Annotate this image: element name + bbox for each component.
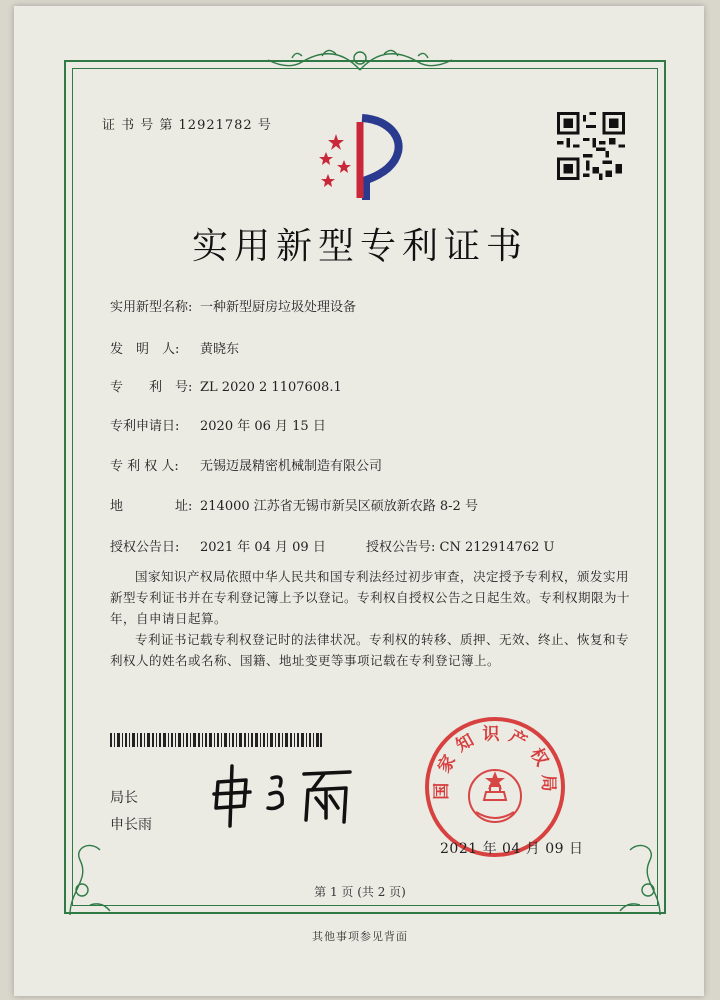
top-ornament-icon — [262, 40, 458, 80]
national-emblem-icon — [469, 770, 521, 822]
director-signature — [200, 760, 360, 830]
qr-code-icon — [557, 112, 625, 180]
field-address: 地 址: 214000 江苏省无锡市新吴区硕放新农路 8-2 号 — [110, 499, 478, 514]
field-application-date: 专利申请日: 2020 年 06 月 15 日 — [110, 419, 326, 434]
certificate-title: 实用新型专利证书 — [191, 226, 528, 267]
director-name: 申长雨 — [110, 817, 152, 833]
bottom-left-ornament-icon — [60, 830, 120, 920]
certificate-number: 证 书 号 第 12921782 号 — [102, 118, 272, 133]
patent-office-logo-icon — [306, 108, 416, 208]
field-announcement-date: 授权公告日: 2021 年 04 月 09 日 — [110, 540, 326, 555]
field-inventor: 发 明 人: 黄晓东 — [110, 342, 240, 357]
seal-date: 2021 年 04 月 09 日 — [440, 841, 584, 857]
svg-text:国家知识产权局: 国家知识产权局 — [431, 724, 559, 800]
field-announcement-number: 授权公告号: CN 212914762 U — [366, 540, 555, 555]
field-patentee: 专 利 权 人: 无锡迈晟精密机械制造有限公司 — [110, 459, 383, 474]
field-utility-model-name: 实用新型名称: 一种新型厨房垃圾处理设备 — [110, 300, 357, 315]
grant-paragraph: 国家知识产权局依照中华人民共和国专利法经过初步审查，决定授予专利权，颁发实用新型专利证书并在专利登记簿上予以登记。专利权自授权公告之日起生效。专利权期限为十年，自申请日起算。 — [110, 569, 631, 626]
director-title: 局长 — [110, 790, 138, 806]
bottom-right-ornament-icon — [610, 830, 670, 920]
page-number: 第 1 页 (共 2 页) — [314, 885, 406, 899]
legal-status-paragraph: 专利证书记载专利权登记时的法律状况。专利权的转移、质押、无效、终止、恢复和专利权人的姓名或名称、国籍、地址变更等事项记载在专利登记簿上。 — [110, 632, 630, 668]
barcode-icon — [110, 733, 322, 747]
footer-note: 其他事项参见背面 — [312, 930, 408, 943]
field-patent-number: 专 利 号: ZL 2020 2 1107608.1 — [110, 380, 342, 395]
